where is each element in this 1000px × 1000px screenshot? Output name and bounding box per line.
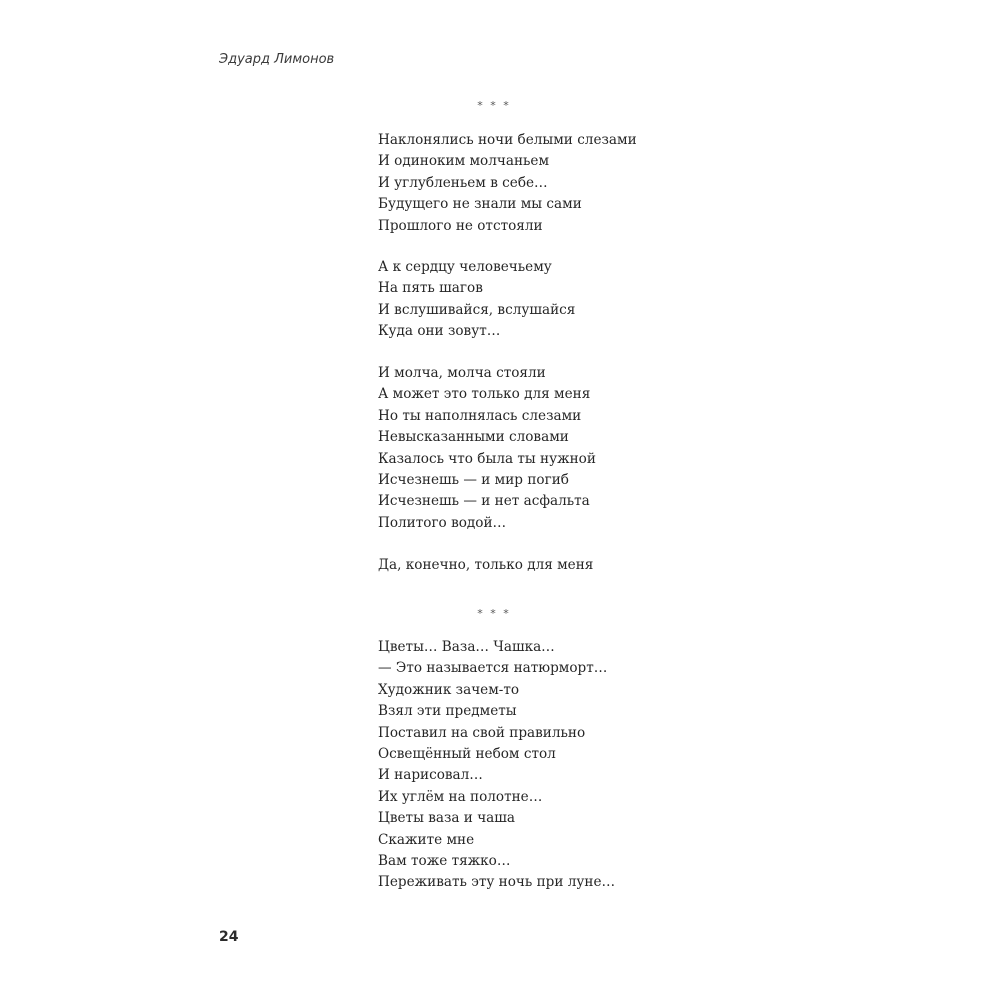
poem-line: Политого водой… bbox=[378, 514, 507, 531]
poem-line: Прошлого не отстояли bbox=[378, 217, 543, 234]
poem-line: И молча, молча стояли bbox=[378, 365, 546, 381]
poem-line: Наклонялись ночи белыми слезами bbox=[378, 132, 637, 148]
poem-1-stanza-3 bbox=[378, 363, 596, 534]
poem-divider: * * * bbox=[477, 607, 511, 620]
poem-line: Но ты наполнялась слезами bbox=[378, 407, 582, 424]
poem-line: Да, конечно, только для меня bbox=[378, 557, 594, 573]
poem-line: Исчезнешь — и нет асфальта bbox=[378, 493, 590, 510]
poem-divider: * * * bbox=[477, 99, 511, 112]
poem-line: Куда они зовут… bbox=[378, 323, 501, 340]
poem-line: Цветы… Ваза… Чашка… bbox=[378, 639, 555, 655]
poem-1-stanza-2 bbox=[378, 257, 575, 343]
running-head-author: Эдуард Лимонов bbox=[219, 52, 335, 67]
poem-line: И нарисовал… bbox=[378, 767, 483, 784]
poem-line: А к сердцу человечьему bbox=[378, 259, 552, 275]
page-number: 24 bbox=[219, 929, 239, 945]
poem-line: А может это только для меня bbox=[378, 386, 591, 403]
poem-2-stanza-1 bbox=[378, 637, 615, 894]
poem-line: И одиноким молчаньем bbox=[378, 153, 550, 170]
poem-line: Их углём на полотне… bbox=[378, 788, 543, 805]
poem-line: Невысказанными словами bbox=[378, 429, 569, 446]
poem-line: И углубленьем в себе… bbox=[378, 174, 548, 191]
poem-line: — Это называется натюрморт… bbox=[378, 660, 608, 677]
poem-line: Скажите мне bbox=[378, 831, 475, 848]
poem-line: Цветы ваза и чаша bbox=[378, 810, 516, 827]
poem-line: Исчезнешь — и мир погиб bbox=[378, 471, 569, 488]
poem-line: Поставил на свой правильно bbox=[378, 724, 586, 741]
poem-line: Взял эти предметы bbox=[378, 703, 517, 720]
poem-1-stanza-1 bbox=[378, 130, 637, 237]
poem-line: Освещённый небом стол bbox=[378, 745, 556, 762]
poem-line: Переживать эту ночь при луне… bbox=[378, 874, 616, 891]
poem-line: Казалось что была ты нужной bbox=[378, 450, 596, 467]
poem-line: Будущего не знали мы сами bbox=[378, 196, 582, 213]
poem-line: И вслушивайся, вслушайся bbox=[378, 301, 576, 318]
poem-1-stanza-4 bbox=[378, 555, 593, 576]
poem-line: Художник зачем-то bbox=[378, 681, 520, 698]
poem-line: На пять шагов bbox=[378, 280, 483, 297]
poem-line: Вам тоже тяжко… bbox=[378, 852, 511, 869]
